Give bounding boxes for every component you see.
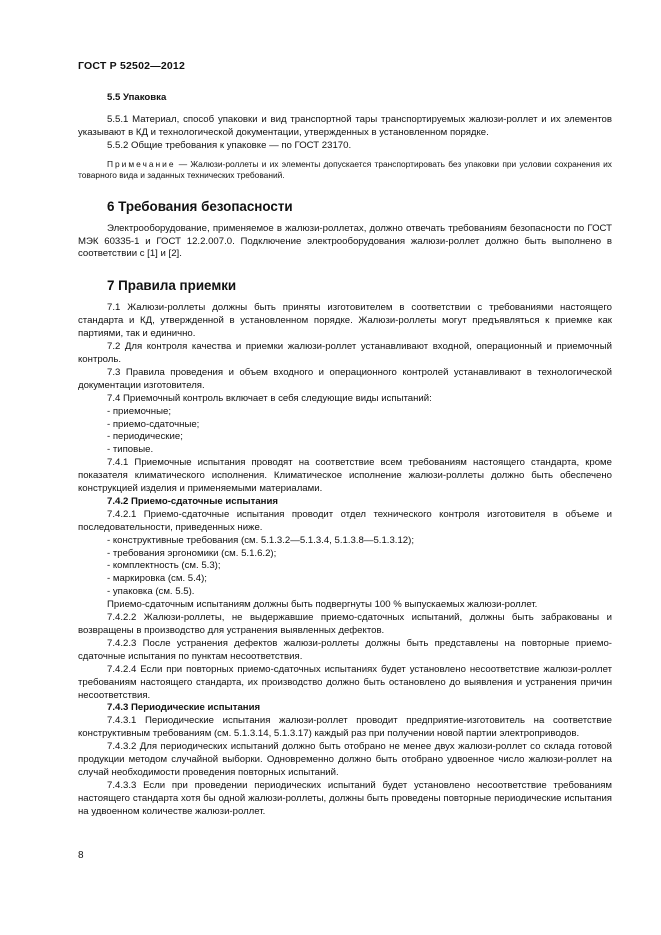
standard-header: ГОСТ Р 52502—2012 [78, 60, 186, 72]
paragraph-5-5-1: 5.5.1 Материал, способ упаковки и вид транспортной тары транспортируемых жалюзи-роллет и их элементов указывают в КД и технологической документации, утвержденных в установленном порядке. [78, 113, 612, 138]
note [78, 159, 612, 182]
list-item: - требования эргономики (см. 5.1.6.2); [107, 547, 277, 559]
paragraph-7-4-1: 7.4.1 Приемочные испытания проводят на соответствие всем требованиям настоящего стандарта, кроме показателя климатического исполнения. Климатическое исполнение жалюзи-роллеты должно быть обеспечено конструкцией изделия и применяемыми материалами. [78, 457, 612, 495]
paragraph-5-5-2: 5.5.2 Общие требования к упаковке — по ГОСТ 23170. [107, 139, 352, 151]
list-item: - маркировка (см. 5.4); [107, 573, 207, 585]
paragraph-7-4-2-2: 7.4.2.2 Жалюзи-роллеты, не выдержавшие приемо-сдаточных испытаний, должны быть забракованы и возвращены в производство для устранения выявленных дефектов. [78, 612, 612, 636]
list-item: - конструктивные требования (см. 5.1.3.2—5.1.3.4, 5.1.3.8—5.1.3.12); [107, 534, 414, 546]
list-item: - упаковка (см. 5.5). [107, 586, 195, 598]
note-text: — Жалюзи-роллеты и их элементы допускается транспортировать без упаковки при условии сохранения их товарного вида и заданных технических требований. [78, 158, 612, 181]
paragraph-7-4-2-1: 7.4.2.1 Приемо-сдаточные испытания проводит отдел технического контроля изготовителя в объеме и последовательности, приведенных ниже. [78, 508, 612, 533]
page-number: 8 [78, 850, 84, 861]
page-content [78, 92, 612, 819]
paragraph-7-4-3-1: 7.4.3.1 Периодические испытания жалюзи-роллет проводит предприятие-изготовитель на соответствие конструктивным требованиям (см. 5.1.3.14, 5.1.3.17) каждый раз при получении новой партии электроприводов. [78, 715, 612, 740]
paragraph-7-3: 7.3 Правила проведения и объем входного и операционного контролей устанавливают в технологической документации изготовителя. [78, 366, 612, 391]
list-item: - приемо-сдаточные; [107, 418, 200, 430]
list-item: - комплектность (см. 5.3); [107, 560, 221, 572]
paragraph-7-4-2-3: 7.4.2.3 После устранения дефектов жалюзи-роллеты должны быть представлены на повторные приемо-сдаточные испытания по пунктам несоответствия. [78, 637, 612, 662]
section-5-5-heading: 5.5 Упаковка [107, 92, 167, 103]
section-6-heading: 6 Требования безопасности [107, 198, 293, 214]
paragraph-7-4-3-2: 7.4.3.2 Для периодических испытаний должно быть отобрано не менее двух жалюзи-роллет со склада готовой продукции методом случайной выборки. Одновременно должно быть отобрано удвоенное число жалюзи-роллет на случай необходимости проведения повторных испытаний. [78, 741, 612, 778]
paragraph-7-4: 7.4 Приемочный контроль включает в себя следующие виды испытаний: [107, 392, 432, 404]
heading-7-4-2: 7.4.2 Приемо-сдаточные испытания [107, 495, 278, 507]
list-item: - приемочные; [107, 405, 171, 417]
paragraph-7-1: 7.1 Жалюзи-роллеты должны быть приняты изготовителем в соответствии с требованиями настоящего стандарта и КД, утвержденной в установленном порядке. Жалюзи-роллеты могут предъявляться к приемке как партиями, так и единично. [78, 302, 612, 340]
list-item: - периодические; [107, 431, 183, 443]
paragraph-7-4-2-1-b: Приемо-сдаточным испытаниям должны быть подвергнуты 100 % выпускаемых жалюзи-роллет. [107, 599, 538, 611]
heading-7-4-3: 7.4.3 Периодические испытания [107, 702, 261, 714]
paragraph-7-4-3-3: 7.4.3.3 Если при проведении периодических испытаний будет установлено несоответствие требованиям настоящего стандарта хотя бы одной жалюзи-роллеты, должны быть проведены повторные периодические испытания на удвоенном количестве жалюзи-роллет. [78, 779, 612, 817]
list-item: - типовые. [107, 444, 154, 456]
paragraph-7-2: 7.2 Для контроля качества и приемки жалюзи-роллет устанавливают входной, операционный и приемочный контроль. [78, 341, 612, 365]
section-7-heading: 7 Правила приемки [107, 278, 237, 294]
note-label: Примечание [107, 158, 176, 169]
paragraph-6: Электрооборудование, применяемое в жалюзи-роллетах, должно отвечать требованиям безопасности по ГОСТ МЭК 60335-1 и ГОСТ 12.2.007.0. Подключение электрооборудования жалюзи-роллет должно быть выполнено в соответствии с [1] и [2]. [78, 222, 612, 260]
paragraph-7-4-2-4: 7.4.2.4 Если при повторных приемо-сдаточных испытаниях будет установлено несоответствие жалюзи-роллет требованиям настоящего стандарта, их производство должно быть остановлено до выявления и устранения причин несоответствия. [78, 663, 612, 701]
